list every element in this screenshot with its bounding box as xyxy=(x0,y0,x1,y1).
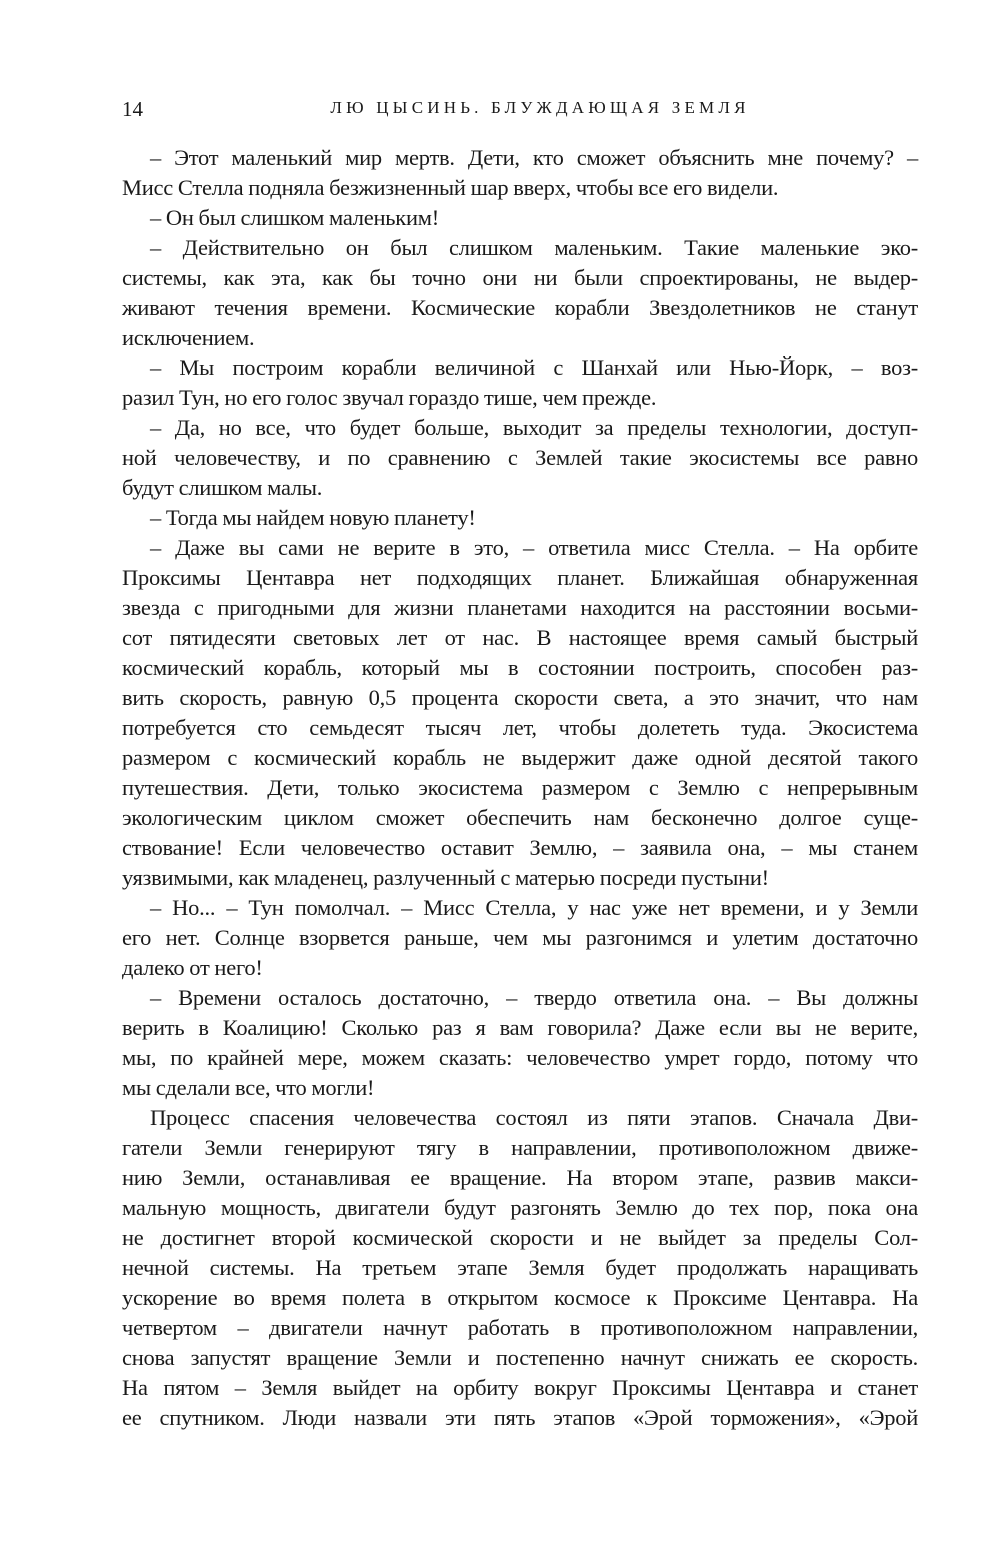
text-line: мы, по крайней мере, можем сказать: человечество умрет гордо, потому что xyxy=(122,1045,918,1070)
text-line: – Тогда мы найдем новую планету! xyxy=(150,505,476,530)
body-text xyxy=(122,143,918,1433)
text-line: Проксимы Центавра нет подходящих планет. Ближайшая обнаруженная xyxy=(122,565,918,590)
text-line: На пятом – Земля выйдет на орбиту вокруг Проксимы Центавра и станет xyxy=(122,1375,918,1400)
paragraph xyxy=(122,233,918,353)
running-head: ЛЮ ЦЫСИНЬ. БЛУЖДАЮЩАЯ ЗЕМЛЯ xyxy=(330,98,750,117)
text-line: потребуется сто семьдесят тысяч лет, чтобы долететь туда. Экосистема xyxy=(122,715,918,740)
text-line: сот пятидесяти световых лет от нас. В настоящее время самый быстрый xyxy=(122,625,918,650)
paragraph xyxy=(122,353,918,413)
text-line: ее спутником. Люди назвали эти пять этапов «Эрой торможения», «Эрой xyxy=(122,1405,918,1430)
paragraph xyxy=(122,533,918,893)
text-line: – Времени осталось достаточно, – твердо ответила она. – Вы должны xyxy=(150,985,918,1010)
text-line: мы сделали все, что могли! xyxy=(122,1075,375,1100)
text-line: – Он был слишком маленьким! xyxy=(150,205,440,230)
text-line: нечной системы. На третьем этапе Земля будет продолжать наращивать xyxy=(122,1255,918,1280)
paragraph xyxy=(122,203,918,233)
text-line: верить в Коалицию! Сколько раз я вам говорила? Даже если вы не верите, xyxy=(122,1015,918,1040)
text-line: живают течения времени. Космические корабли Звездолетников не станут xyxy=(122,295,918,320)
text-line: вить скорость, равную 0,5 процента скорости света, а это значит, что нам xyxy=(122,685,918,710)
text-line: нию Земли, останавливая ее вращение. На втором этапе, развив макси- xyxy=(122,1165,918,1190)
paragraph xyxy=(122,503,918,533)
text-line: четвертом – двигатели начнут работать в противоположном направлении, xyxy=(122,1315,918,1340)
text-line: Мисс Стелла подняла безжизненный шар вверх, чтобы все его видели. xyxy=(122,175,779,200)
text-line: далеко от него! xyxy=(122,955,263,980)
text-line: размером с космический корабль не выдержит даже одной десятой такого xyxy=(122,745,918,770)
text-line: уязвимыми, как младенец, разлученный с матерью посреди пустыни! xyxy=(122,865,769,890)
text-line: ной человечеству, и по сравнению с Землей такие экосистемы все равно xyxy=(122,445,918,470)
text-line: исключением. xyxy=(122,325,255,350)
text-line: – Этот маленький мир мертв. Дети, кто сможет объяснить мне почему? – xyxy=(150,145,918,170)
paragraph xyxy=(122,413,918,503)
text-line: – Да, но все, что будет больше, выходит за пределы технологии, доступ- xyxy=(150,415,918,440)
text-line: мальную мощность, двигатели будут разгонять Землю до тех пор, пока она xyxy=(122,1195,918,1220)
paragraph xyxy=(122,143,918,203)
text-line: не достигнет второй космической скорости и не выйдет за пределы Сол- xyxy=(122,1225,918,1250)
text-line: гатели Земли генерируют тягу в направлении, противоположном движе- xyxy=(122,1135,918,1160)
text-line: – Но... – Тун помолчал. – Мисс Стелла, у нас уже нет времени, и у Земли xyxy=(150,895,918,920)
text-line: будут слишком малы. xyxy=(122,475,323,500)
text-line: экологическим циклом сможет обеспечить нам бесконечно долгое суще- xyxy=(122,805,918,830)
paragraph xyxy=(122,983,918,1103)
text-line: путешествия. Дети, только экосистема размером с Землю с непрерывным xyxy=(122,775,918,800)
text-line: – Мы построим корабли величиной с Шанхай или Нью-Йорк, – воз- xyxy=(150,355,918,380)
text-line: разил Тун, но его голос звучал гораздо тише, чем прежде. xyxy=(122,385,657,410)
text-line: его нет. Солнце взорвется раньше, чем мы разгонимся и улетим достаточно xyxy=(122,925,918,950)
text-line: космический корабль, который мы в состоянии построить, способен раз- xyxy=(122,655,918,680)
text-line: ускорение во время полета в открытом космосе к Проксиме Центавра. На xyxy=(122,1285,918,1310)
paragraph xyxy=(122,893,918,983)
text-line: – Действительно он был слишком маленьким. Такие маленькие эко- xyxy=(150,235,918,260)
text-line: снова запустят вращение Земли и постепенно начнут снижать ее скорость. xyxy=(122,1345,918,1370)
paragraph xyxy=(122,1103,918,1433)
text-line: Процесс спасения человечества состоял из пяти этапов. Сначала Дви- xyxy=(150,1105,918,1130)
text-line: звезда с пригодными для жизни планетами находится на расстоянии восьми- xyxy=(122,595,918,620)
text-line: ствование! Если человечество оставит Землю, – заявила она, – мы станем xyxy=(122,835,918,860)
text-line: – Даже вы сами не верите в это, – ответила мисс Стелла. – На орбите xyxy=(150,535,918,560)
text-line: системы, как эта, как бы точно они ни были спроектированы, не выдер- xyxy=(122,265,918,290)
page-number: 14 xyxy=(122,97,143,121)
